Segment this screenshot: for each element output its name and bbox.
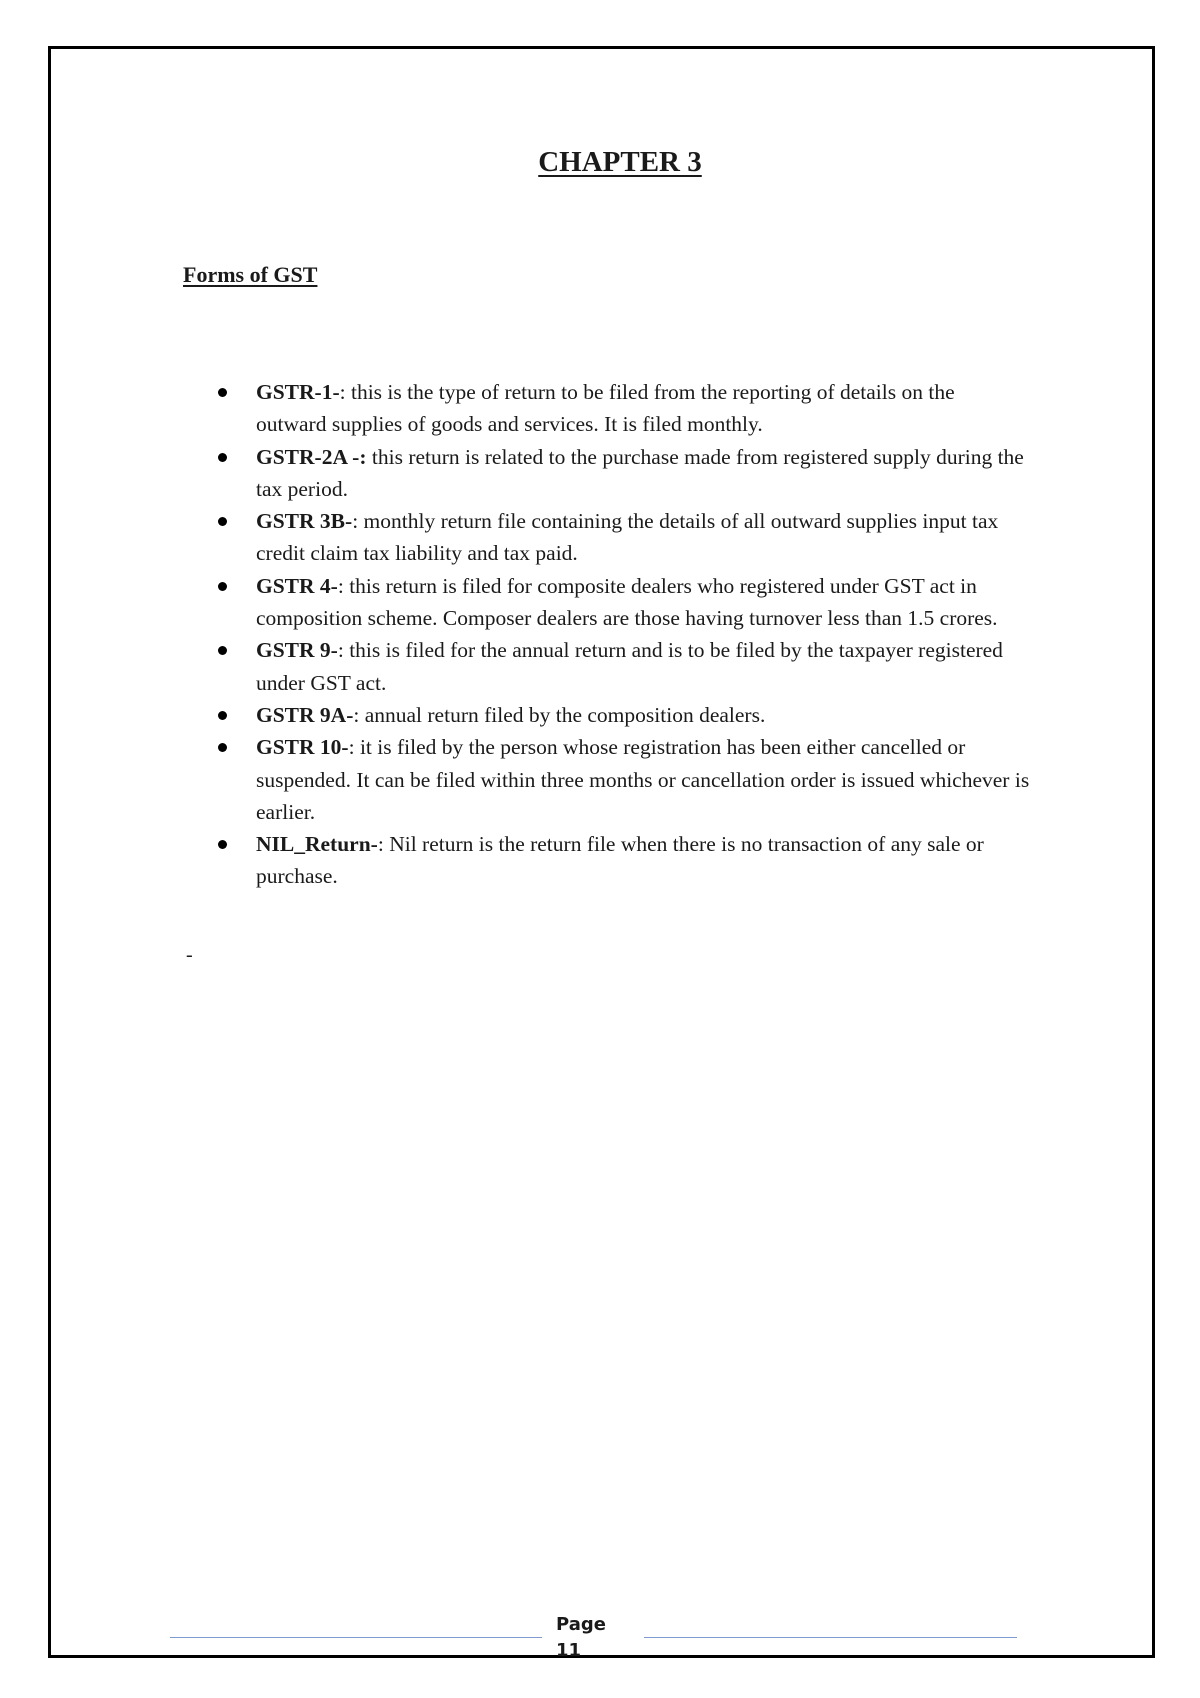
form-description: : this is the type of return to be filed from the reporting of details on the outward supplies of goods and services. It is filed monthly.: [256, 380, 955, 437]
form-description: this return is related to the purchase made from registered supply during the tax period.: [256, 444, 1024, 501]
form-term: NIL_Return-: [256, 832, 378, 857]
form-description: : monthly return file containing the details of all outward supplies input tax credit claim tax liability and tax paid.: [256, 509, 999, 566]
list-item: [218, 570, 1030, 635]
bullet-icon: [218, 646, 227, 655]
form-description: : Nil return is the return file when there is no transaction of any sale or purchase.: [256, 832, 984, 889]
footer-rule-right: [644, 1637, 1017, 1638]
page-number-label: Page 11: [556, 1614, 606, 1661]
form-term: GSTR 4-: [256, 573, 338, 598]
form-term: GSTR 9-: [256, 638, 338, 663]
form-term: GSTR-2A -:: [256, 444, 367, 469]
form-description: : this is filed for the annual return and is to be filed by the taxpayer registered under GST act.: [256, 638, 1003, 695]
list-item: [218, 634, 1030, 699]
bullet-icon: [218, 582, 227, 591]
form-description: : this return is filed for composite dealers who registered under GST act in composition scheme. Composer dealers are those having turnover less than 1.5 crores.: [256, 573, 998, 631]
chapter-title: CHAPTER 3: [538, 146, 702, 178]
bullet-icon: [218, 517, 227, 526]
list-item: [218, 731, 1030, 828]
list-item: [218, 699, 1030, 731]
section-heading: Forms of GST: [183, 262, 318, 287]
bullet-icon: [218, 388, 227, 397]
form-term: GSTR 3B-: [256, 509, 353, 534]
bullet-icon: [218, 840, 227, 849]
form-description: : annual return filed by the composition dealers.: [353, 702, 766, 727]
bullet-icon: [218, 743, 227, 752]
list-item: [218, 505, 1030, 570]
form-term: GSTR 10-: [256, 735, 349, 760]
form-description: : it is filed by the person whose registration has been either cancelled or suspended. It can be filed within three months or cancellation order is issued whichever is earlier.: [256, 735, 1030, 824]
list-item: [218, 828, 1030, 893]
form-term: GSTR 9A-: [256, 702, 354, 727]
list-item: [218, 441, 1030, 506]
form-term: GSTR-1-: [256, 380, 340, 404]
trailing-dash: -: [186, 944, 193, 966]
footer-rule-left: [170, 1637, 542, 1638]
gst-forms-list: [218, 376, 1030, 893]
list-item: [218, 376, 1030, 441]
bullet-icon: [218, 711, 227, 720]
bullet-icon: [218, 453, 227, 462]
